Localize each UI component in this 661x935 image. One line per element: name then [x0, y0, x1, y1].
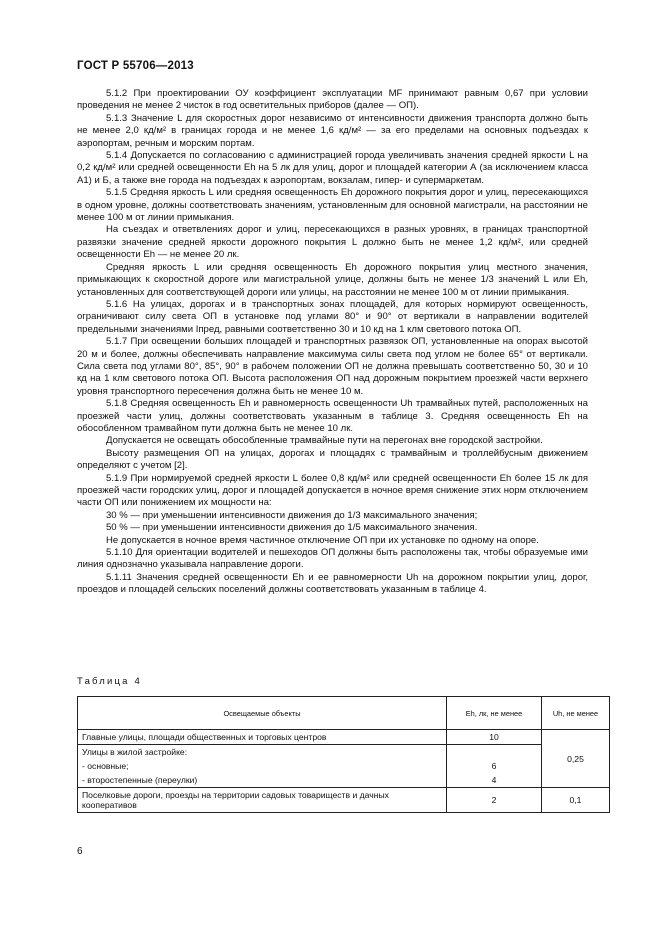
- paragraph-5-1-6: 5.1.6 На улицах, дорогах и в транспортных зонах площадей, для которых нормируют освещенность, ограничивают силу света ОП в установке под углами 80° и 90° от вертикали в направлении водителей предельными значениями Iпред, равными соответственно 30 и 10 кд на 1 клм светового потока ОП.: [77, 298, 588, 335]
- table-row: [78, 773, 610, 788]
- paragraph-no-partial-off: Не допускается в ночное время частичное отключение ОП при их установке по одному на опоре.: [106, 534, 539, 546]
- row-object: Главные улицы, площади общественных и торговых центров: [78, 730, 447, 745]
- paragraph-reduction-50: 50 % — при уменьшении интенсивности движения до 1/5 максимального значения.: [106, 522, 478, 534]
- header-eh: Eh, лк, не менее: [447, 697, 542, 730]
- row-eh: 4: [447, 773, 542, 788]
- paragraph-5-1-3: 5.1.3 Значение L для скоростных дорог независимо от интенсивности движения транспорта должно быть не менее 2,0 кд/м² в границах города и не менее 1,6 кд/м² — за его пределами на основных подъездах к аэропортам, речным и морским портам.: [77, 112, 588, 149]
- table-caption: Таблица 4: [77, 676, 142, 687]
- row-eh: 10: [447, 730, 542, 745]
- table-row: [78, 745, 610, 760]
- paragraph-5-1-5: 5.1.5 Средняя яркость L или средняя освещенность Eh дорожного покрытия дорог и улиц, пересекающихся в одном уровне, должны соответствовать значениям, установленным для основной магистрали, на расстоянии не менее 100 м от линии примыкания.: [77, 187, 588, 224]
- paragraph-5-1-9: 5.1.9 При нормируемой средней яркости L более 0,8 кд/м² или средней освещенности Eh более 15 лк для проезжей части городских улиц, дорог и площадей допускается в ночное время снижение этих норм отключением части ОП или понижением их мощности на:: [77, 472, 588, 509]
- row-eh: [447, 745, 542, 760]
- table-row: [78, 788, 610, 813]
- body-text: [77, 88, 588, 597]
- paragraph-reduction-30: 30 % — при уменьшении интенсивности движения до 1/3 максимального значения;: [106, 509, 478, 521]
- paragraph-5-1-8: 5.1.8 Средняя освещенность Eh и равномерность освещенности Uh трамвайных путей, расположенных на проезжей части улиц, должны соответствовать указанным в таблице 3. Средняя освещенность Eh на обособленном трамвайном пути должна быть не менее 10 лк.: [77, 398, 588, 434]
- paragraph-5-1-10: 5.1.10 Для ориентации водителей и пешеходов ОП должны быть расположены так, чтобы образуемые ими линия однозначно указывала направление дороги.: [77, 547, 588, 571]
- paragraph-5-1-4: 5.1.4 Допускается по согласованию с администрацией города увеличивать значения средней яркости L на 0,2 кд/м² или средней освещенности Eh на 5 лк для улиц, дорог и площадей категории А (за исключением класса А1) и Б, а также вне города на подъездах к аэропортам, вокзалам, гипер- и супермаркетам.: [77, 150, 588, 186]
- row-object: - основные;: [78, 759, 447, 773]
- row-object: Улицы в жилой застройке:: [78, 745, 447, 760]
- uh-last-value: 0,1: [542, 788, 610, 813]
- page-number: 6: [77, 846, 83, 857]
- paragraph-5-1-7: 5.1.7 При освещении больших площадей и транспортных развязок ОП, установленные на опорах высотой 20 м и более, должны обеспечивать направление максимума силы света под углом не более 65° от вертикали. Сила света под углами 80°, 85°, 90° в рабочем положении ОП не должна превышать соответственно 50, 30 и 10 кд на 1 клм светового потока ОП. Высота расположения ОП над дорожным покрытием проезжей части верхнего уровня транспортного пересечения должна быть не менее 10 м.: [77, 336, 588, 397]
- row-eh: 6: [447, 759, 542, 773]
- row-object: - второстепенные (переулки): [78, 773, 447, 788]
- document-header: ГОСТ Р 55706—2013: [77, 60, 194, 72]
- paragraph-5-1-2: 5.1.2 При проектировании ОУ коэффициент эксплуатации MF принимают равным 0,67 при условии проведения не менее 2 чисток в год осветительных приборов (далее — ОП).: [77, 88, 588, 112]
- table-row: [78, 730, 610, 745]
- table-4: [77, 696, 610, 813]
- paragraph-5-1-11: 5.1.11 Значения средней освещенности Eh и ее равномерности Uh на дорожном покрытии улиц, дорог, проездов и площадей сельских поселений должны соответствовать указанным в таблице 4.: [77, 571, 588, 596]
- header-uh: Uh, не менее: [542, 697, 610, 730]
- header-objects: Освещаемые объекты: [78, 697, 447, 730]
- paragraph-ramps: На съездах и ответвлениях дорог и улиц, пересекающихся в разных уровнях, в границах транспортной развязки значение средней яркости дорожного покрытия L должно быть не менее 1,2 кд/м², или средней освещенности Eh — не менее 20 лк.: [77, 224, 588, 261]
- table-row: [78, 759, 610, 773]
- uh-group-value: 0,25: [542, 730, 610, 788]
- paragraph-mounting-height: Высоту размещения ОП на улицах, дорогах и площадях с трамвайным и троллейбусным движением определяют с учетом [2].: [77, 447, 588, 472]
- table-header-row: [78, 697, 610, 730]
- paragraph-tram-tracks: Допускается не освещать обособленные трамвайные пути на перегонах вне городской застройки.: [106, 435, 543, 447]
- paragraph-local-streets: Средняя яркость L или средняя освещенность Eh дорожного покрытия улиц местного значения, примыкающих к скоростной дороге или магистральной улице, должны быть не менее 1/3 значений L или Eh, установленных для соответствующей дороги или улицы, на расстоянии не менее 100 м от линии примыкания.: [77, 261, 588, 298]
- row-object: Поселковые дороги, проезды на территории садовых товариществ и дачных кооперативов: [78, 788, 447, 813]
- row-eh: 2: [447, 788, 542, 813]
